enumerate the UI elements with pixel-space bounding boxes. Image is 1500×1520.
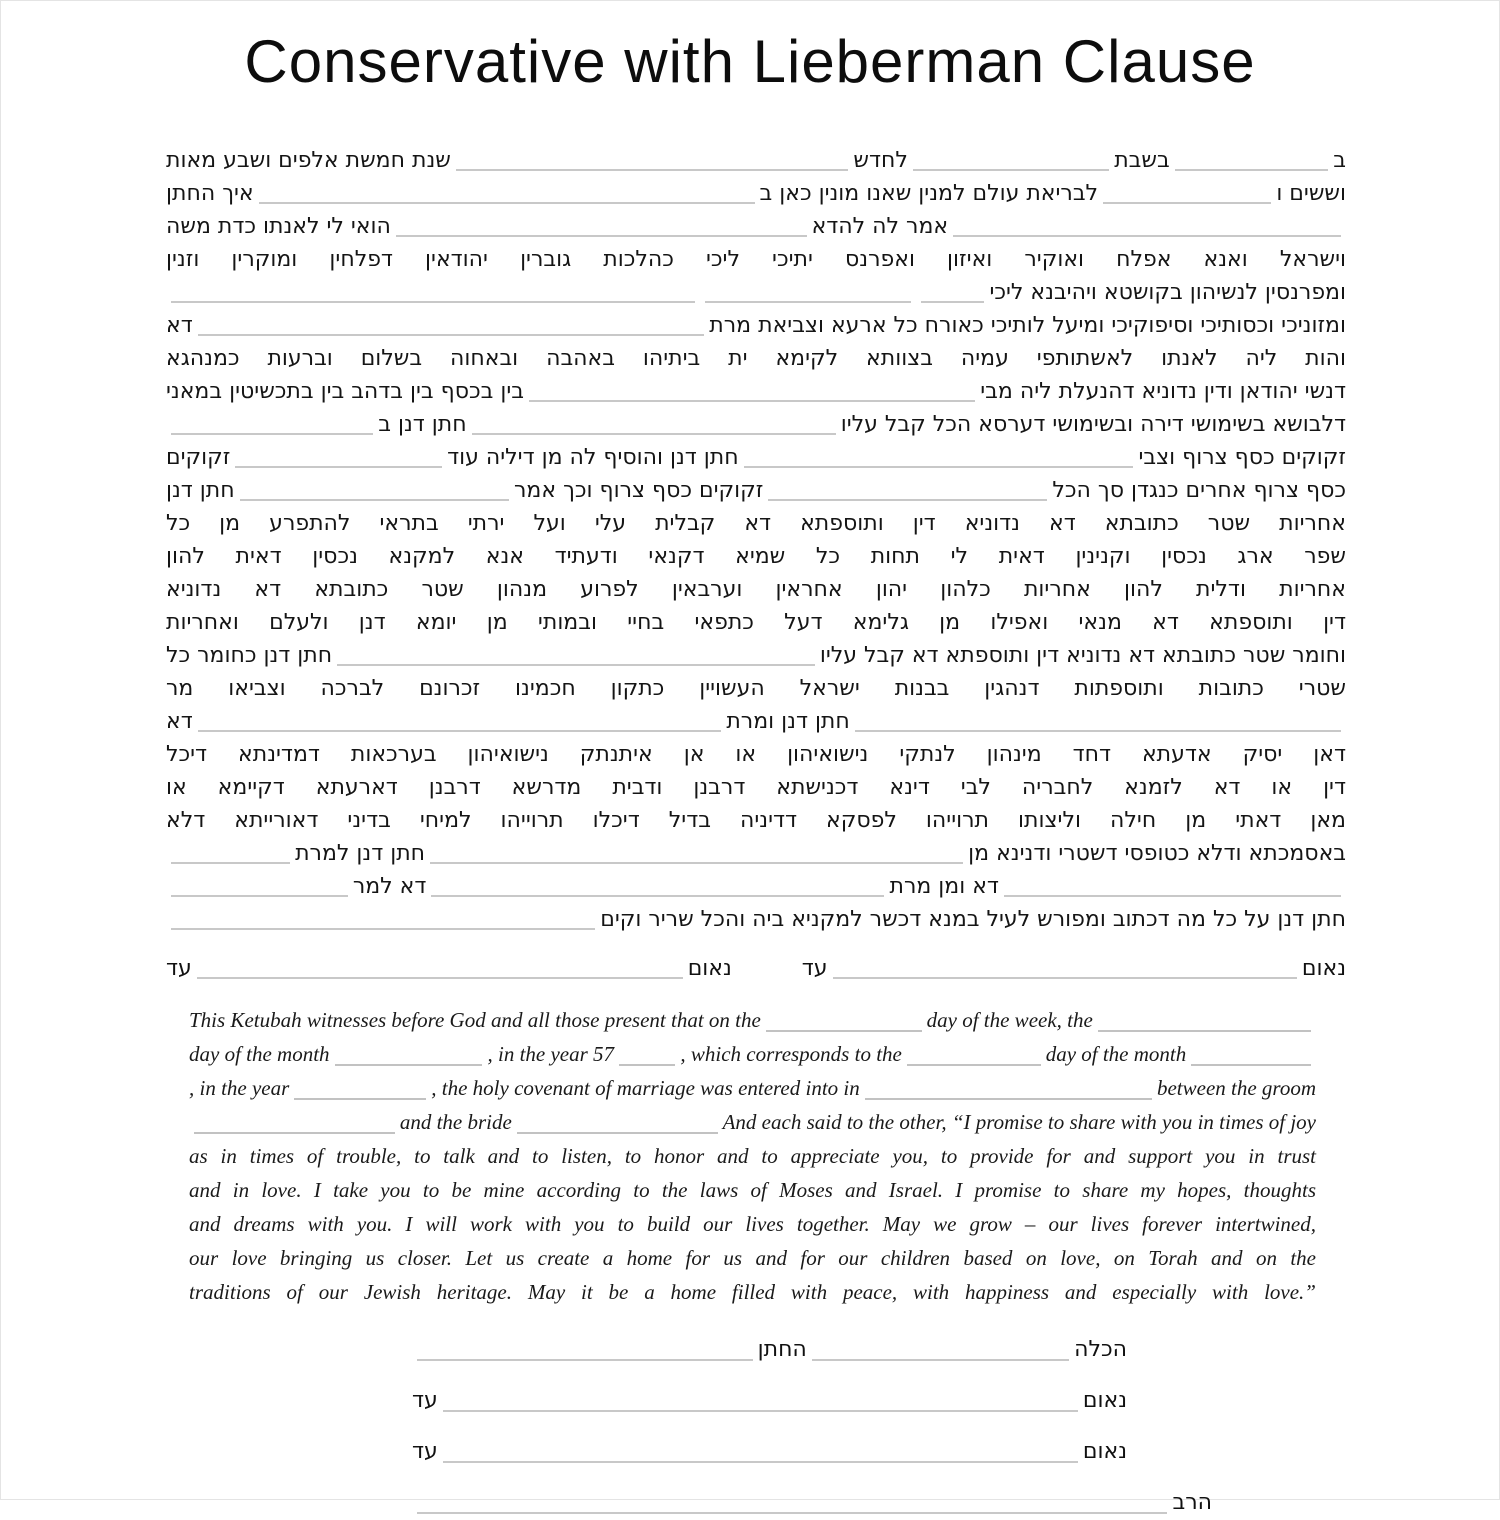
fill-in-blank [337, 664, 815, 666]
fill-in-blank [921, 301, 984, 303]
text-line: traditions of our Jewish heritage. May it be a home filled with peace, with happiness and especially with love.” [189, 1280, 1316, 1304]
ketubah-line [166, 177, 1346, 210]
ketubah-line [166, 441, 1346, 474]
text-segment: לחדש [853, 148, 908, 173]
text-segment: אמר לה להדא [811, 214, 949, 239]
fill-in-blank [197, 977, 683, 979]
fill-in-blank [443, 1410, 1078, 1412]
text-segment: And each said to the other, “I promise to share with you in times of joy [722, 1110, 1317, 1134]
text-segment: זקוקים [166, 445, 231, 470]
text-segment: דא [166, 709, 193, 734]
fill-in-blank [768, 499, 1047, 501]
text-segment: חתן דנן למרת [295, 841, 426, 866]
fill-in-blank [913, 169, 1109, 171]
fill-in-blank [619, 1064, 675, 1066]
text-segment: החתן [757, 1337, 807, 1362]
witness-signature-row [166, 952, 1346, 985]
ketubah-line [189, 1071, 1316, 1105]
text-line: דאן יסיק אדעתא דחד מינהון לנתקי נישואיהון או אן איתנתק נישואיהון בערכאות דמדינתא דיכל [166, 742, 1346, 767]
text-line: as in times of trouble, to talk and to listen, to honor and to appreciate you, to provide for and support you in trust [189, 1144, 1316, 1168]
fill-in-blank [1004, 895, 1341, 897]
fill-in-blank [517, 1132, 718, 1134]
fill-in-blank [1191, 1064, 1311, 1066]
text-line: דין ותוספתא דא מנאי ואפילו מן גלימא דעל כתפאי בחיי ובמותי מן יומא דנן ולעלם ואחריות [166, 610, 1346, 635]
text-line: and dreams with you. I will work with you to build our lives together. May we grow – our lives forever intertwined, [189, 1212, 1316, 1236]
text-segment: חתן דנן על כל מה דכתוב ומפורש לעיל במנא דכשר למקניא ביה והכל שריר וקים [600, 907, 1346, 932]
text-segment: דא [166, 313, 193, 338]
text-line: שפר ארג נכסין וקנינין דאית לי תחות כל שמיא דקנאי ודעתיד אנא למקנא נכסין דאית להון [166, 544, 1346, 569]
ketubah-line [166, 474, 1346, 507]
text-segment: דלבושא בשימושי דירה ובשימושי דערסא הכל קבל עליו [840, 412, 1346, 437]
fill-in-blank [417, 1512, 1167, 1514]
text-line: שטרי כתובות ותוספתות דנהגין בבנות ישראל העשויין כתקון חכמינו זכרונם לברכה וצביאו מר [166, 676, 1346, 701]
text-line: אחריות ודלית להון אחריות כלהון יהון אחראין וערבאין לפרוע מנהון שטר כתובתא דא נדוניא [166, 577, 1346, 602]
text-segment: בין בכסף בין בדהב בין בתכשיטין במאני [166, 379, 524, 404]
ketubah-line [412, 1435, 1127, 1469]
text-segment: איך החתן [166, 181, 254, 206]
text-segment: הואי לי לאנתו כדת משה [166, 214, 391, 239]
fill-in-blank [766, 1030, 922, 1032]
text-segment: נאום [1082, 1439, 1127, 1464]
fill-in-blank [235, 466, 442, 468]
ketubah-line [166, 375, 1346, 408]
text-segment: עד [412, 1388, 438, 1413]
text-segment: day of the month [1045, 1042, 1187, 1066]
text-segment: עד [801, 956, 828, 981]
text-segment: זקוקים כסף צרוף וצבי [1138, 445, 1346, 470]
fill-in-blank [396, 235, 807, 237]
text-segment: שנת חמשת אלפים ושבע מאות [166, 148, 451, 173]
text-segment: נאום [687, 956, 732, 981]
text-segment: באסמכתא ודלא כטופסי דשטרי ודנינא מן [968, 841, 1346, 866]
ketubah-line [166, 276, 1346, 309]
text-segment: between the groom [1156, 1076, 1316, 1100]
text-line: דין או דא לזמנא לחבריה לבי דינא דכנישתא דרבנן ודבית מדרשא דרבנן דארעתא דקיימא או [166, 775, 1346, 800]
fill-in-blank [1175, 169, 1329, 171]
ketubah-line [166, 210, 1346, 243]
text-segment: חתן דנן ב [378, 412, 467, 437]
text-line: our love bringing us closer. Let us create a home for us and for our children based on love, on Torah and on the [189, 1246, 1316, 1270]
fill-in-blank [833, 977, 1297, 979]
english-text-block [189, 1003, 1316, 1309]
text-segment: , the holy covenant of marriage was entered into in [431, 1076, 860, 1100]
text-segment: ב [1333, 148, 1346, 173]
fill-in-blank [812, 1359, 1069, 1361]
text-segment: כסף צרוף אחרים כנגדן סך הכל [1052, 478, 1346, 503]
fill-in-blank [855, 730, 1341, 732]
fill-in-blank [171, 928, 595, 930]
text-segment: ומפרנסין לנשיהון בקושטא ויהיבנא ליכי [989, 280, 1346, 305]
text-segment: וחומר שטר כתובתא דא נדוניא דין ותוספתא דא קבל עליו [819, 643, 1346, 668]
fill-in-blank [294, 1098, 426, 1100]
text-segment: חתן דנן ומרת [726, 709, 850, 734]
fill-in-blank [744, 466, 1134, 468]
fill-in-blank [171, 862, 290, 864]
text-segment: חתן דנן [166, 478, 235, 503]
ketubah-line [166, 309, 1346, 342]
bottom-signature-block [412, 1333, 1212, 1520]
ketubah-line [166, 870, 1346, 903]
text-segment: חתן דנן והוסיף לה מן דיליה עוד [447, 445, 739, 470]
fill-in-blank [1103, 202, 1271, 204]
text-segment: עד [412, 1439, 438, 1464]
fill-in-blank [259, 202, 755, 204]
text-segment: דא ומן מרת [889, 874, 999, 899]
ketubah-line [189, 1037, 1316, 1071]
text-line: and in love. I take you to be mine according to the laws of Moses and Israel. I promise to share my hopes, thoughts [189, 1178, 1316, 1202]
fill-in-blank [335, 1064, 483, 1066]
ketubah-line [412, 1384, 1127, 1418]
text-segment: נאום [1082, 1388, 1127, 1413]
fill-in-blank [431, 895, 884, 897]
text-segment: הכלה [1074, 1337, 1127, 1362]
text-segment: , which corresponds to the [680, 1042, 902, 1066]
text-line: מאן דאתי מן חילה וליצותו תרוייהו לפסקא דדיניה בדיל דיכלו תרוייהו למיחי בדיני דאורייתא דלא [166, 808, 1346, 833]
fill-in-blank [198, 730, 722, 732]
fill-in-blank [705, 301, 911, 303]
text-segment: בשבת [1114, 148, 1170, 173]
fill-in-blank [529, 400, 975, 402]
text-line: והות ליה לאנתו לאשתותפי עמיה בצוותא לקימא ית ביתיהו באהבה ובאחוה בשלום וברעות כמנהגא [166, 346, 1346, 371]
fill-in-blank [907, 1064, 1041, 1066]
text-segment: day of the week, the [926, 1008, 1093, 1032]
document-title: Conservative with Lieberman Clause [244, 28, 1256, 95]
fill-in-blank [198, 334, 705, 336]
fill-in-blank [194, 1132, 395, 1134]
fill-in-blank [171, 433, 373, 435]
fill-in-blank [430, 862, 963, 864]
text-segment: נאום [1301, 956, 1346, 981]
ketubah-line [412, 1486, 1212, 1520]
ketubah-line [166, 952, 1346, 985]
fill-in-blank [472, 433, 836, 435]
ketubah-line [166, 639, 1346, 672]
text-segment: דנשי יהודאן ודין נדוניא דהנעלת ליה מבי [980, 379, 1346, 404]
text-segment: דא למר [352, 874, 427, 899]
text-segment: and the bride [399, 1110, 512, 1134]
fill-in-blank [443, 1461, 1078, 1463]
text-segment: זקוקים כסף צרוף וכך אמר [514, 478, 764, 503]
fill-in-blank [953, 235, 1341, 237]
fill-in-blank [171, 895, 348, 897]
fill-in-blank [240, 499, 509, 501]
text-segment: לבריאת עולם למנין שאנו מונין כאן ב [759, 181, 1099, 206]
text-segment: day of the month [189, 1042, 330, 1066]
ketubah-line [166, 408, 1346, 441]
text-segment: This Ketubah witnesses before God and all those present that on the [189, 1008, 761, 1032]
fill-in-blank [865, 1098, 1152, 1100]
ketubah-line [189, 1003, 1316, 1037]
ketubah-line [166, 144, 1346, 177]
fill-in-blank [456, 169, 849, 171]
text-segment: ומזוניכי וכסותיכי וסיפוקיכי ומיעל לותיכי כאורח כל ארעא וצביאת מרת [709, 313, 1346, 338]
text-segment: , in the year [189, 1076, 290, 1100]
text-segment: הרב [1172, 1490, 1212, 1515]
ketubah-line [166, 837, 1346, 870]
ketubah-line [189, 1105, 1316, 1139]
fill-in-blank [171, 301, 695, 303]
fill-in-blank [417, 1359, 753, 1361]
text-segment: חתן דנן כחומר כל [166, 643, 333, 668]
ketubah-line [412, 1333, 1127, 1367]
fill-in-blank [1098, 1030, 1311, 1032]
hebrew-aramaic-text-block [166, 144, 1346, 936]
text-segment: וששים ו [1276, 181, 1346, 206]
text-segment: עד [166, 956, 192, 981]
ketubah-line [166, 705, 1346, 738]
ketubah-line [166, 903, 1346, 936]
text-line: וישראל ואנא אפלח ואוקיר ואיזון ואפרנס יתיכי ליכי כהלכות גוברין יהודאין דפלחין ומוקרין וזנין [166, 247, 1346, 272]
text-segment: , in the year 57 [487, 1042, 615, 1066]
text-line: אחריות שטר כתובתא דא נדוניא דין ותוספתא דא קבלית עלי ועל ירתי בתראי להתפרע מן כל [166, 511, 1346, 536]
